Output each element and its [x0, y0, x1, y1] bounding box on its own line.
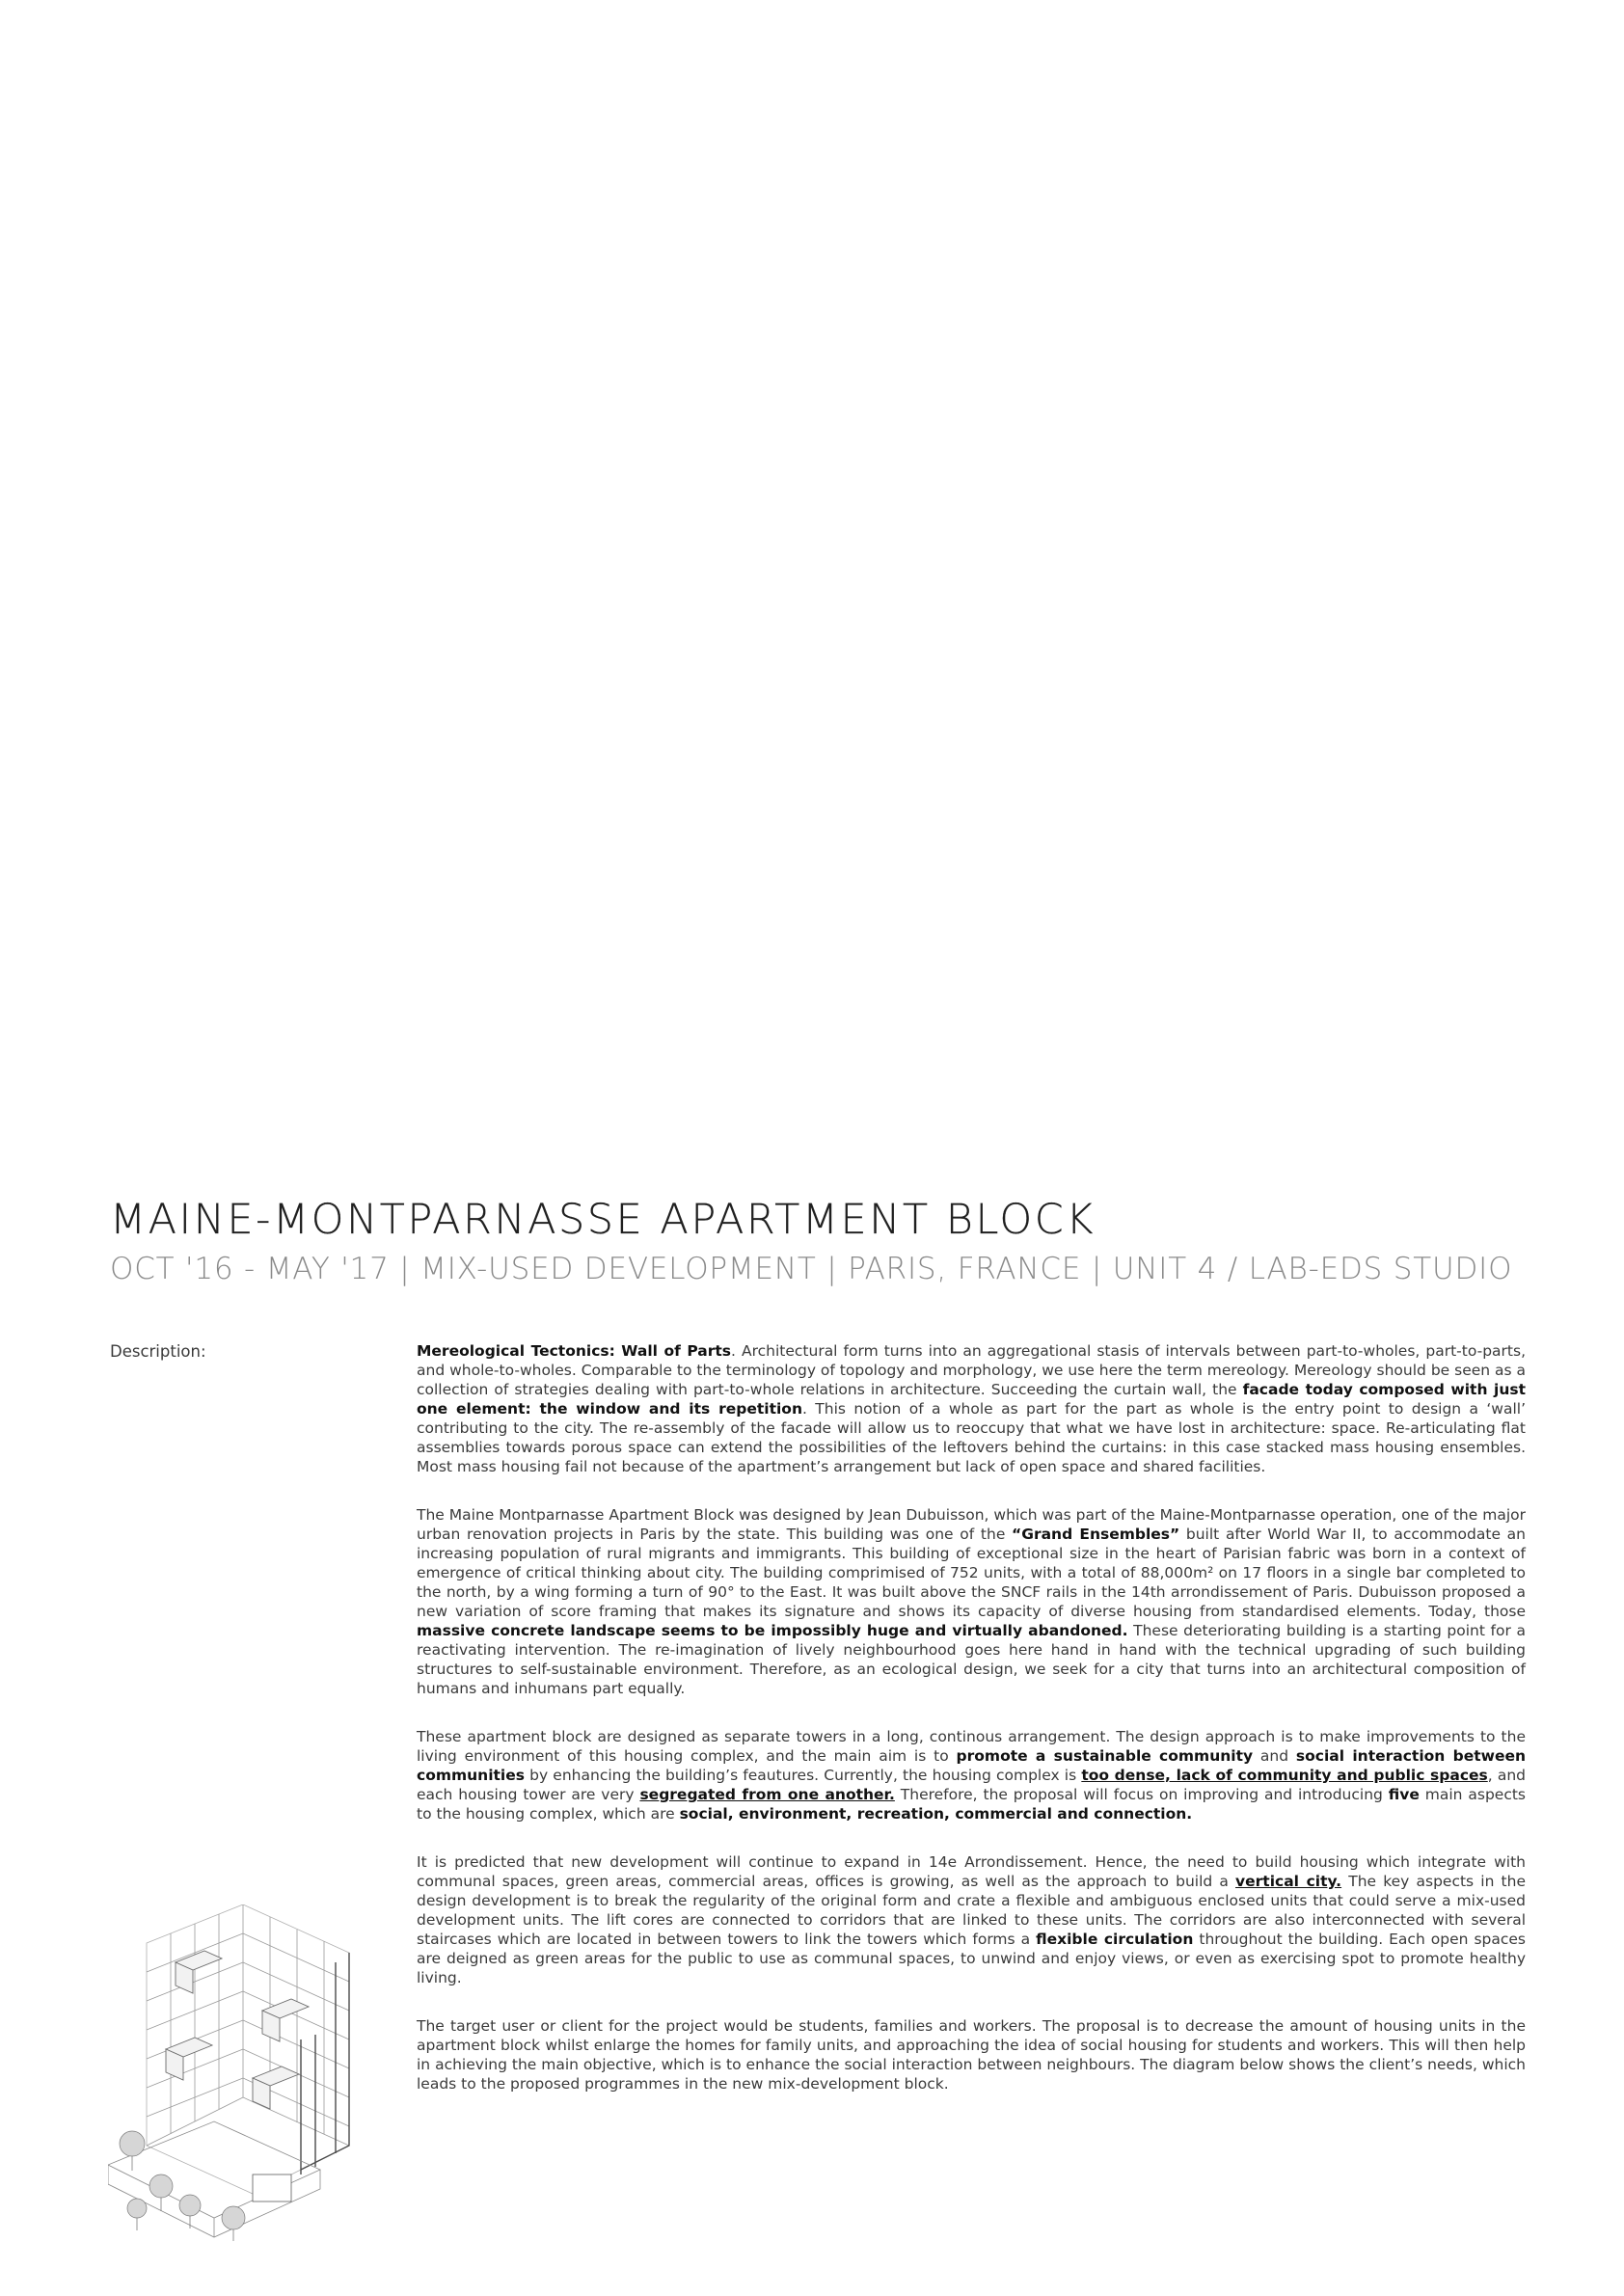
- text-bold: social, environment, recreation, commercial and connection.: [679, 1805, 1193, 1823]
- text-bold: flexible circulation: [1036, 1931, 1194, 1948]
- text-bold: facade today composed with just one element: the window and its repetition: [417, 1381, 1526, 1418]
- text: throughout the building. Each open spaces are deigned as green areas for the public to use as communal spaces, to unwind and enjoy views, or even as exercising spot to promote healthy living.: [417, 1931, 1526, 1986]
- text: The Maine Montparnasse Apartment Block was designed by Jean Dubuisson, which was part of the Maine-Montparnasse operation, one of the major urban renovation projects in Paris by the state. This building was one of the: [417, 1506, 1526, 1543]
- text-bold: social interaction between communities: [417, 1747, 1527, 1784]
- text-underlined: too dense, lack of community and public spaces: [1081, 1767, 1488, 1784]
- text-bold: five: [1388, 1786, 1420, 1803]
- axonometric-building-sketch: [108, 1904, 388, 2242]
- text: , and each housing tower are very: [417, 1767, 1526, 1803]
- text: These deteriorating building is a starting point for a reactivating intervention. The re-imagination of lively neighbourhood goes here hand in hand with the technical upgrading of such building structures to self-sustainable environment. Therefore, as an ecological design, we seek for a city that turns into an architectural composition of humans and inhumans part equally.: [417, 1622, 1526, 1697]
- paragraph-4: [417, 1852, 1526, 1987]
- paragraph-2: [417, 1505, 1526, 1698]
- text-bold: massive concrete landscape seems to be impossibly huge and virtually abandoned.: [417, 1622, 1128, 1639]
- paragraph-5: [417, 2016, 1526, 2093]
- text: These apartment block are designed as separate towers in a long, continous arrangement. The design approach is to make improvements to the living environment of this housing complex, and the main aim is to: [417, 1728, 1526, 1765]
- text: It is predicted that new development will continue to expand in 14e Arrondissement. Hence, the need to build housing which integrate with communal spaces, green areas, commercial areas, offices is growing, as well as the approach to build a: [417, 1853, 1526, 1890]
- text-underlined: vertical city.: [1235, 1873, 1342, 1890]
- text: The target user or client for the project would be students, families and workers. The proposal is to decrease the amount of housing units in the apartment block whilst enlarge the homes for family units, and approaching the idea of social housing for students and workers. This will then help in achieving the main objective, which is to enhance the social interaction between neighbours. The diagram below shows the client’s needs, which leads to the proposed programmes in the new mix-development block.: [417, 2017, 1526, 2093]
- description-label: Description:: [110, 1342, 206, 1361]
- text-bold: Mereological Tectonics: Wall of Parts: [417, 1342, 732, 1360]
- description-body: [417, 1341, 1526, 2122]
- text: and: [1253, 1747, 1296, 1765]
- text-bold: promote a sustainable community: [956, 1747, 1254, 1765]
- paragraph-3: [417, 1727, 1526, 1823]
- text: . Architectural form turns into an aggregational stasis of intervals between part-to-wholes, part-to-parts, and whole-to-wholes. Comparable to the terminology of topology and morphology, we use here the term mereology. Mereology should be seen as a collection of strategies dealing with part-to-whole relations in architecture. Succeeding the curtain wall, the: [417, 1342, 1527, 1398]
- project-subtitle: OCT '16 - MAY '17 | MIX-USED DEVELOPMENT | PARIS, FRANCE | UNIT 4 / LAB-EDS STUDIO: [110, 1252, 1513, 1286]
- text: . This notion of a whole as part for the part as whole is the entry point to design a ‘wall’ contributing to the city. The re-assembly of the facade will allow us to reoccupy that what we have lost in architecture: space. Re-articulating flat assemblies towards porous space can extend the possibilities of the leftovers behind the curtains: in this case stacked mass housing ensembles. Most mass housing fail not because of the apartment’s arrangement but lack of open space and shared facilities.: [417, 1400, 1526, 1475]
- text-underlined: segregated from one another.: [639, 1786, 895, 1803]
- text: built after World War II, to accommodate an increasing population of rural migrants and immigrants. This building of exceptional size in the heart of Parisian fabric was born in a context of emergence of critical thinking about city. The building comprimised of 752 units, with a total of 88,000m² on 17 floors in a single bar completed to the north, by a wing forming a turn of 90° to the East. It was built above the SNCF rails in the 14th arrondissement of Paris. Dubuisson proposed a new variation of score framing that makes its signature and shows its capacity of diverse housing from standardised elements. Today, those: [417, 1526, 1526, 1620]
- text: by enhancing the building’s feautures. Currently, the housing complex is: [524, 1767, 1082, 1784]
- text: The key aspects in the design development is to break the regularity of the original form and crate a flexible and ambiguous enclosed units that could serve a mix-used development units. The lift cores are connected to corridors that are linked to these units. The corridors are also interconnected with several staircases which are located in between towers to link the towers which forms a: [417, 1873, 1526, 1948]
- paragraph-1: [417, 1341, 1526, 1476]
- text: main aspects to the housing complex, which are: [417, 1786, 1526, 1823]
- text: Therefore, the proposal will focus on improving and introducing: [894, 1786, 1389, 1803]
- text-bold: “Grand Ensembles”: [1012, 1526, 1180, 1543]
- project-title: MAINE-MONTPARNASSE APARTMENT BLOCK: [110, 1196, 1096, 1244]
